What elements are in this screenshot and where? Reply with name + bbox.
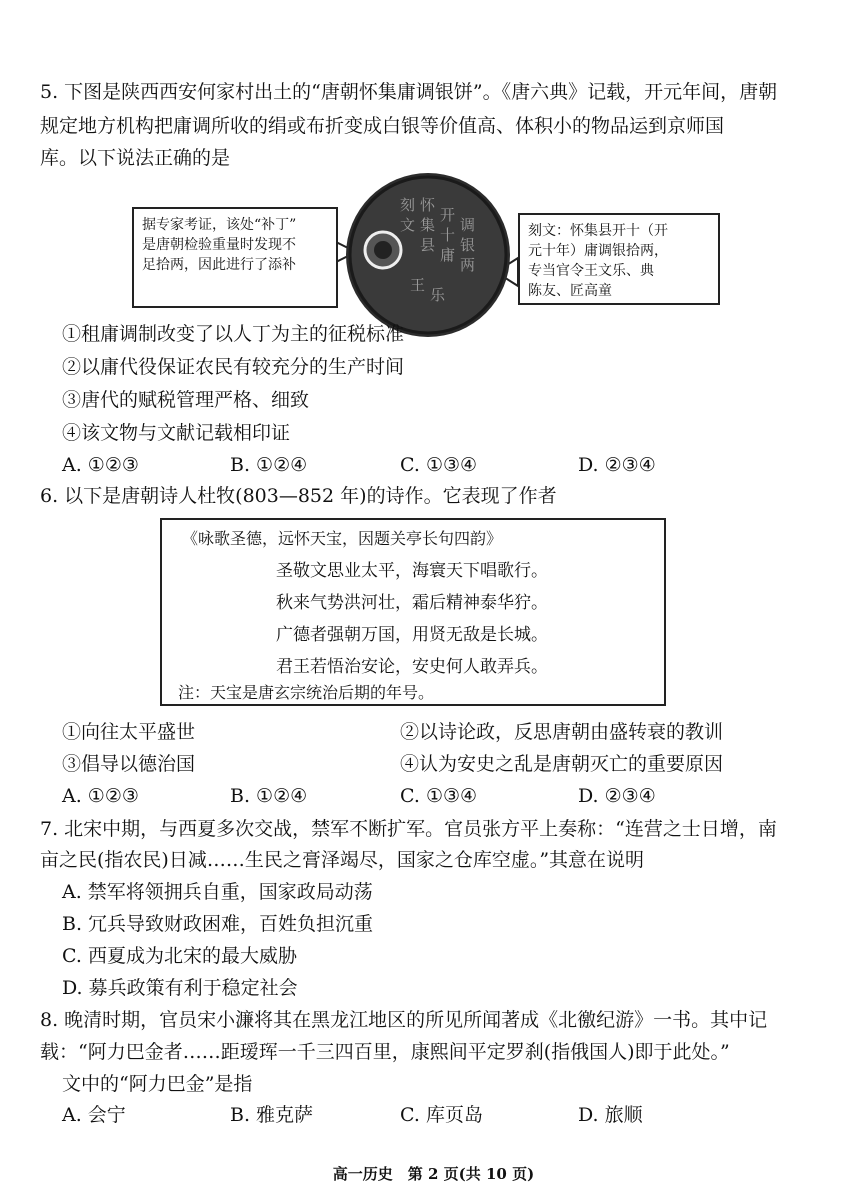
q8-option-d[interactable]: D. 旅顺 (578, 1104, 643, 1126)
q5-option-b[interactable]: B. ①②④ (230, 454, 308, 476)
q6-statement: ②以诗论政，反思唐朝由盛转衰的教训 (400, 721, 724, 743)
q6-option-b[interactable]: B. ①②④ (230, 785, 308, 807)
callout-inscription (518, 213, 720, 305)
q5-option-d[interactable]: D. ②③④ (578, 454, 656, 476)
svg-text:十: 十 (440, 226, 456, 244)
q8-stem-line3: 文中的“阿力巴金”是指 (62, 1073, 253, 1095)
callout-right-line: 专当官令王文乐、典 (528, 263, 654, 279)
poem-line: 圣敬文思业太平，海寰天下唱歌行。 (276, 561, 548, 581)
svg-text:两: 两 (460, 256, 476, 274)
q8-option-a[interactable]: A. 会宁 (62, 1104, 126, 1126)
q5-stem-line3: 库。以下说法正确的是 (40, 147, 231, 169)
svg-text:文: 文 (400, 216, 416, 234)
poem-note: 注：天宝是唐玄宗统治后期的年号。 (178, 683, 435, 702)
page-footer: 高一历史 第 2 页(共 10 页) (332, 1165, 535, 1183)
q7-stem-line1: 7. 北宋中期，与西夏多次交战，禁军不断扩军。官员张方平上奏称：“连营之士日增，南 (40, 818, 777, 840)
svg-text:集: 集 (420, 216, 436, 234)
q5-stem-line1: 5. 下图是陕西西安何家村出土的“唐朝怀集庸调银饼”。《唐六典》记载，开元年间，唐朝 (40, 81, 778, 103)
q7-option-d[interactable]: D. 募兵政策有利于稳定社会 (62, 977, 298, 999)
q6-statement: ④认为安史之乱是唐朝灭亡的重要原因 (400, 753, 724, 775)
svg-text:开: 开 (440, 206, 456, 224)
q8-stem-line2: 载：“阿力巴金者……距瑷珲一千三四百里，康熙间平定罗刹(指俄国人)即于此处。” (40, 1041, 730, 1063)
poem-line: 秋来气势洪河壮，霜后精神泰华狞。 (276, 593, 548, 613)
callout-left-line: 足拾两，因此进行了添补 (142, 257, 296, 273)
q7-option-a[interactable]: A. 禁军将领拥兵自重，国家政局动荡 (62, 881, 373, 903)
svg-text:调: 调 (460, 216, 476, 234)
q6-option-c[interactable]: C. ①③④ (400, 785, 478, 807)
svg-text:刻: 刻 (400, 196, 416, 214)
q6-stem-line1: 6. 以下是唐朝诗人杜牧(803—852 年)的诗作。它表现了作者 (40, 485, 557, 507)
q8-option-b[interactable]: B. 雅克萨 (230, 1104, 314, 1126)
callout-left-line: 是唐朝检验重量时发现不 (142, 237, 296, 253)
poem-title: 《咏歌圣德，远怀天宝，因题关亭长句四韵》 (182, 529, 503, 548)
q5-option-a[interactable]: A. ①②③ (62, 454, 139, 476)
q6-option-d[interactable]: D. ②③④ (578, 785, 656, 807)
svg-text:王: 王 (410, 276, 426, 294)
q6-statement: ①向往太平盛世 (62, 721, 196, 743)
svg-text:县: 县 (420, 236, 436, 254)
q7-option-c[interactable]: C. 西夏成为北宋的最大威胁 (62, 945, 297, 967)
svg-text:怀: 怀 (420, 196, 436, 214)
q7-stem-line2: 亩之民(指农民)日减……生民之膏泽竭尽，国家之仓库空虚。”其意在说明 (40, 849, 645, 871)
q7-option-b[interactable]: B. 冗兵导致财政困难，百姓负担沉重 (62, 913, 374, 935)
callout-patch-note (132, 207, 338, 308)
q5-option-c[interactable]: C. ①③④ (400, 454, 478, 476)
q6-statement: ③倡导以德治国 (62, 753, 196, 775)
q5-stem-line2: 规定地方机构把庸调所收的绢或布折变成白银等价值高、体积小的物品运到京师国 (40, 115, 725, 137)
callout-right-line: 刻文：怀集县开十（开 (528, 223, 668, 239)
svg-text:乐: 乐 (430, 286, 446, 304)
callout-right-line: 陈友、匠高童 (528, 283, 612, 299)
q5-statement: ②以庸代役保证农民有较充分的生产时间 (62, 356, 405, 378)
q8-stem-line1: 8. 晚清时期，官员宋小濂将其在黑龙江地区的所见所闻著成《北徼纪游》一书。其中记 (40, 1009, 768, 1031)
callout-right-line: 元十年）庸调银拾两， (528, 243, 668, 259)
poem-line: 广德者强朝万国，用贤无敌是长城。 (276, 625, 548, 645)
q6-option-a[interactable]: A. ①②③ (62, 785, 139, 807)
poem-box (160, 518, 666, 706)
q5-statement: ④该文物与文献记载相印证 (62, 422, 291, 444)
poem-line: 君王若悟治安论，安史何人敢弄兵。 (276, 657, 548, 677)
q8-option-c[interactable]: C. 库页岛 (400, 1104, 483, 1126)
callout-left-line: 据专家考证，该处“补丁” (142, 217, 297, 233)
svg-text:银: 银 (460, 236, 476, 254)
q5-statement: ①租庸调制改变了以人丁为主的征税标准 (62, 323, 405, 345)
q5-statement: ③唐代的赋税管理严格、细致 (62, 389, 310, 411)
svg-text:庸: 庸 (440, 246, 456, 264)
